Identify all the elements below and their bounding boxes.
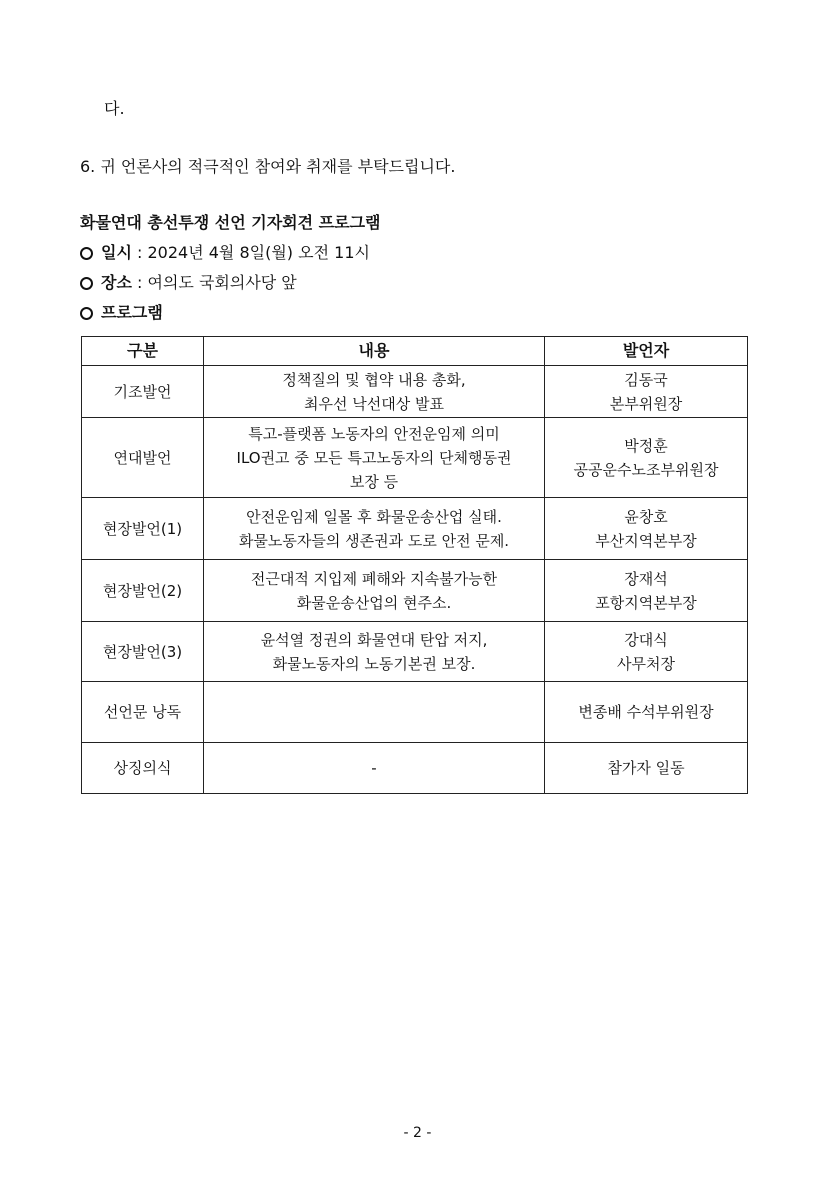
table-row [82, 366, 748, 418]
place-line [80, 273, 297, 293]
row-category: 현장발언(3) [82, 622, 204, 682]
table-row [82, 560, 748, 622]
row-content [204, 743, 545, 794]
content-line: 화물노동자의 노동기본권 보장. [272, 654, 476, 673]
item-6-number: 6. [80, 157, 96, 176]
program-line [80, 303, 163, 323]
row-category: 선언문 낭독 [82, 682, 204, 743]
speaker-name: 윤창호 [624, 507, 668, 526]
content-line: - [371, 759, 377, 777]
circle-bullet-icon [80, 277, 93, 290]
speaker-title: 부산지역본부장 [595, 531, 697, 550]
table-row [82, 418, 748, 498]
program-title: 화물연대 총선투쟁 선언 기자회견 프로그램 [80, 213, 381, 232]
row-content [204, 366, 545, 418]
row-category: 현장발언(2) [82, 560, 204, 622]
row-speaker [545, 743, 748, 794]
row-content [204, 560, 545, 622]
table-header-row [82, 337, 748, 366]
header-speaker: 발언자 [545, 337, 748, 366]
content-line: 화물노동자들의 생존권과 도로 안전 문제. [238, 531, 510, 550]
row-category: 연대발언 [82, 418, 204, 498]
item-6 [80, 157, 455, 177]
page-number: - 2 - [403, 1125, 432, 1141]
date-line [80, 243, 370, 263]
speaker-title: 사무처장 [617, 654, 675, 673]
program-table [81, 336, 748, 794]
content-line: 정책질의 및 협약 내용 총화, [282, 370, 466, 389]
speaker-name: 김동국 [624, 370, 668, 389]
content-line: 안전운임제 일몰 후 화물운송산업 실태. [246, 507, 502, 526]
table-row [82, 498, 748, 560]
speaker-title: 포항지역본부장 [595, 593, 697, 612]
speaker-name: 참가자 일동 [607, 759, 685, 777]
content-line: 화물운송산업의 현주소. [296, 593, 452, 612]
table-row [82, 743, 748, 794]
content-line: 전근대적 지입제 폐해와 지속불가능한 [250, 569, 498, 588]
content-line: 특고-플랫폼 노동자의 안전운임제 의미 [248, 424, 500, 443]
content-line: 보장 등 [349, 472, 399, 491]
row-category: 상징의식 [82, 743, 204, 794]
row-speaker [545, 366, 748, 418]
table-row [82, 622, 748, 682]
date-value: : 2024년 4월 8일(월) 오전 11시 [137, 243, 370, 262]
program-label: 프로그램 [101, 303, 163, 322]
place-label: 장소 [101, 273, 132, 292]
row-content [204, 418, 545, 498]
header-content: 내용 [204, 337, 545, 366]
content-line: 최우선 낙선대상 발표 [304, 394, 444, 413]
header-category: 구분 [82, 337, 204, 366]
row-speaker [545, 560, 748, 622]
table-row [82, 682, 748, 743]
speaker-name: 강대식 [624, 630, 668, 649]
row-category: 기조발언 [82, 366, 204, 418]
date-label: 일시 [101, 243, 132, 262]
place-value: : 여의도 국회의사당 앞 [137, 273, 297, 292]
row-content [204, 498, 545, 560]
circle-bullet-icon [80, 307, 93, 320]
row-content [204, 682, 545, 743]
speaker-title: 공공운수노조부위원장 [573, 460, 719, 479]
row-speaker [545, 418, 748, 498]
speaker-name: 박정훈 [624, 436, 668, 455]
content-line: ILO권고 중 모든 특고노동자의 단체행동권 [236, 448, 512, 467]
row-speaker [545, 622, 748, 682]
speaker-name: 변종배 수석부위원장 [578, 703, 714, 721]
row-content [204, 622, 545, 682]
row-speaker [545, 498, 748, 560]
circle-bullet-icon [80, 247, 93, 260]
row-speaker [545, 682, 748, 743]
speaker-title: 본부위원장 [609, 394, 683, 413]
item-6-text: 귀 언론사의 적극적인 참여와 취재를 부탁드립니다. [100, 157, 456, 176]
content-line: 윤석열 정권의 화물연대 탄압 저지, [260, 630, 488, 649]
continuation-text: 다. [104, 99, 125, 118]
row-category: 현장발언(1) [82, 498, 204, 560]
speaker-name: 장재석 [624, 569, 668, 588]
